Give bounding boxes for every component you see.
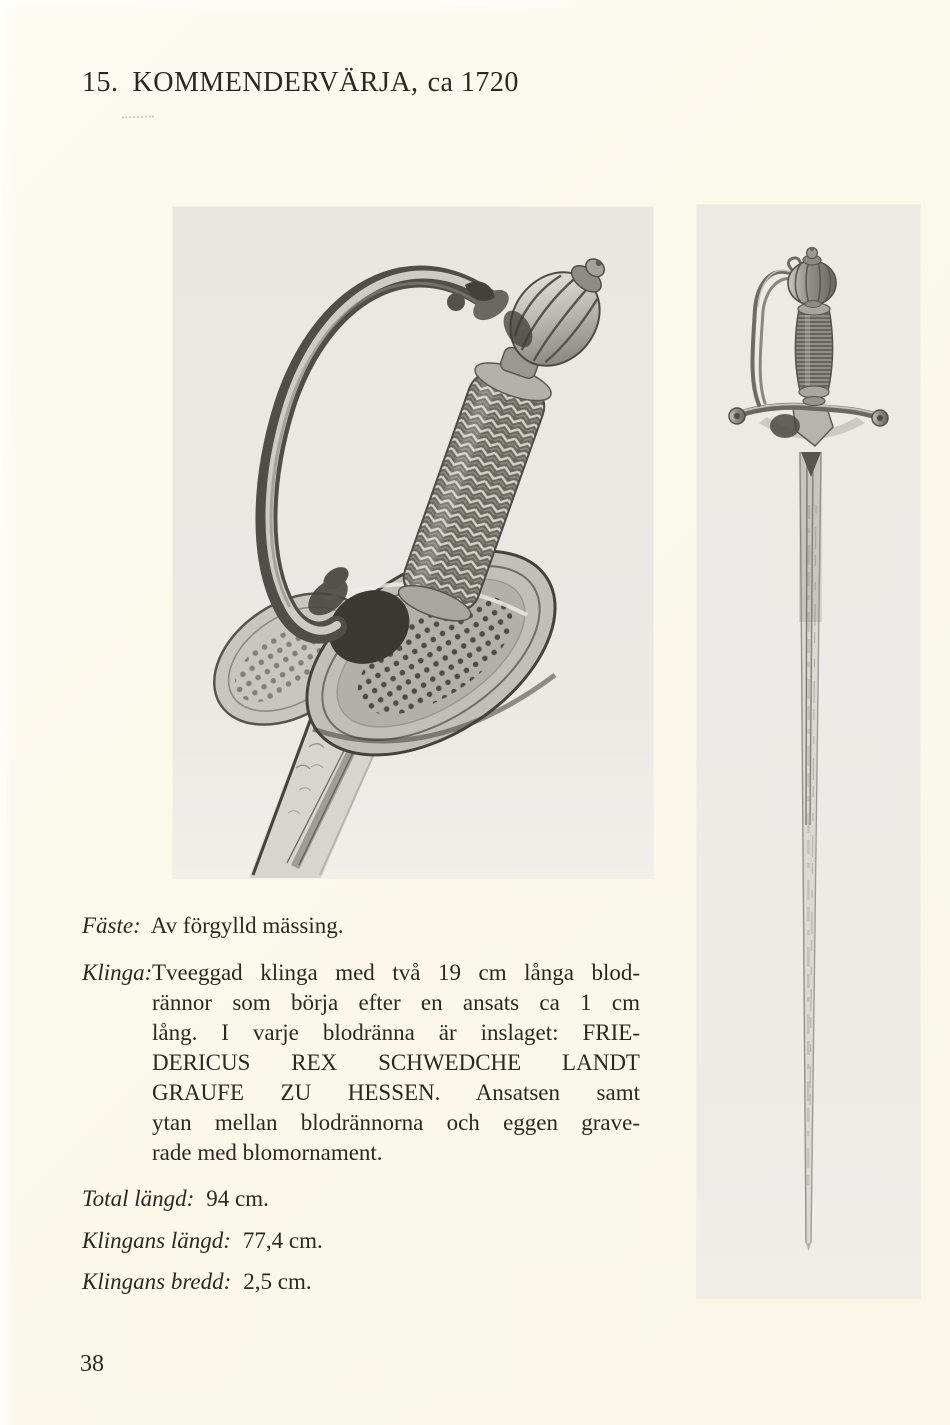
full-sword-photo bbox=[697, 205, 920, 1298]
full-sword-drawing bbox=[697, 205, 920, 1298]
field-label: Klingans längd: bbox=[82, 1228, 231, 1253]
field-total-langd bbox=[82, 1184, 269, 1214]
print-smudge bbox=[122, 111, 154, 118]
field-value: 94 cm. bbox=[206, 1186, 269, 1211]
field-label: Klinga: bbox=[82, 960, 153, 985]
page-title bbox=[82, 66, 519, 100]
field-label: Fäste: bbox=[82, 913, 141, 938]
field-value: 77,4 cm. bbox=[242, 1228, 323, 1253]
hilt-closeup-drawing bbox=[173, 207, 653, 878]
klinga-text-line: GRAUFE ZU HESSEN. Ansatsen samt bbox=[152, 1080, 640, 1105]
field-value-block bbox=[152, 958, 640, 1168]
field-value: 2,5 cm. bbox=[243, 1269, 312, 1294]
hilt-closeup-photo bbox=[173, 207, 653, 878]
klinga-text-line: Tveeggad klinga med två 19 cm långa blod- bbox=[152, 960, 640, 985]
klinga-text-line: rännor som börja efter en ansats ca 1 cm bbox=[152, 990, 640, 1015]
field-label: Klingans bredd: bbox=[82, 1269, 232, 1294]
field-label: Total längd: bbox=[82, 1186, 195, 1211]
entry-number: 15. bbox=[82, 67, 119, 98]
entry-circa: ca 1720 bbox=[427, 67, 519, 98]
field-faste bbox=[82, 911, 344, 941]
klinga-text-line: DERICUS REX SCHWEDCHE LANDT bbox=[152, 1050, 640, 1075]
field-value: Av förgylld mässing. bbox=[150, 913, 344, 938]
field-klingans-langd bbox=[82, 1226, 323, 1256]
klinga-text-line: ytan mellan blodrännorna och eggen grave- bbox=[152, 1110, 640, 1135]
klinga-text-line: rade med blomornament. bbox=[152, 1140, 383, 1165]
page-number: 38 bbox=[80, 1351, 104, 1377]
field-klingans-bredd bbox=[82, 1267, 312, 1297]
field-klinga bbox=[82, 958, 640, 1168]
wire-grip bbox=[795, 303, 832, 406]
klinga-text-line: lång. I varje blodränna är inslaget: FRIE- bbox=[152, 1020, 640, 1045]
entry-name: KOMMENDERVÄRJA, bbox=[132, 67, 419, 98]
